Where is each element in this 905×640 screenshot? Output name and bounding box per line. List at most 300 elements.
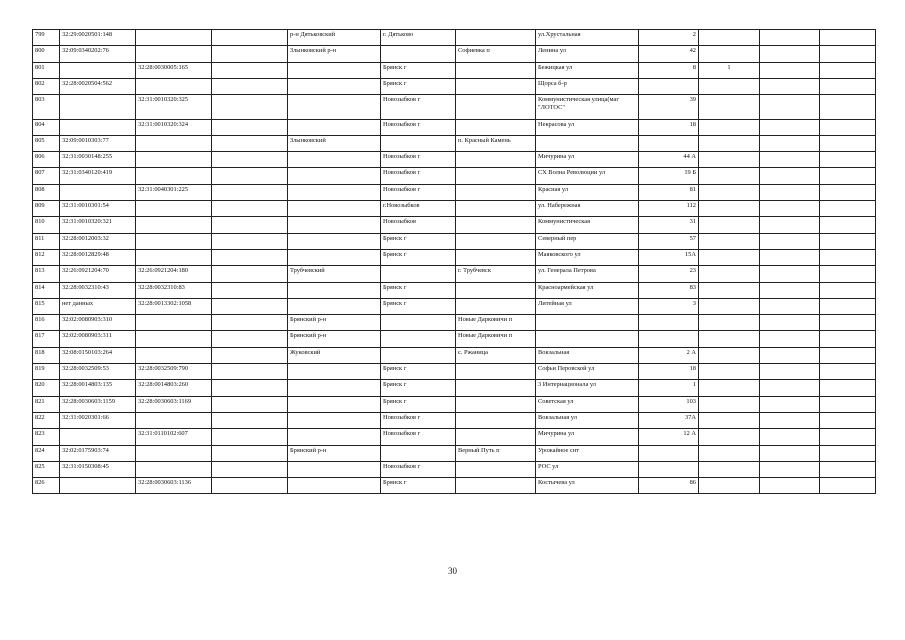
region-cell <box>212 364 288 380</box>
table-row <box>33 95 876 119</box>
district-cell: Злынковский <box>288 135 381 151</box>
extra-cell <box>760 201 820 217</box>
building-number-cell <box>699 119 760 135</box>
street-cell <box>536 135 639 151</box>
district-cell <box>288 95 381 119</box>
cadastral-number-cell: 32:09:0340202:76 <box>60 46 136 62</box>
extra-cell <box>760 298 820 314</box>
building-cadastral-cell <box>136 135 212 151</box>
extra-cell <box>820 461 876 477</box>
settlement-cell: Новые Дарковичи п <box>456 315 536 331</box>
building-number-cell <box>699 412 760 428</box>
district-cell: Брянский р-н <box>288 445 381 461</box>
city-cell: г. Дятьково <box>381 30 456 46</box>
cadastral-number-cell: 32:29:0020501:148 <box>60 30 136 46</box>
cadastral-number-cell: 32:28:0014803:135 <box>60 380 136 396</box>
house-number-cell: 81 <box>639 184 699 200</box>
house-number-cell: 37А <box>639 412 699 428</box>
building-number-cell <box>699 201 760 217</box>
city-cell: Брянск г <box>381 78 456 94</box>
region-cell <box>212 168 288 184</box>
region-cell <box>212 380 288 396</box>
extra-cell <box>820 135 876 151</box>
building-number-cell <box>699 396 760 412</box>
region-cell <box>212 412 288 428</box>
table-row <box>33 396 876 412</box>
extra-cell <box>820 62 876 78</box>
row-number-cell: 824 <box>33 445 60 461</box>
settlement-cell <box>456 62 536 78</box>
table-row <box>33 412 876 428</box>
building-cadastral-cell <box>136 412 212 428</box>
building-cadastral-cell: 32:31:0010320:325 <box>136 95 212 119</box>
street-cell <box>536 315 639 331</box>
city-cell: Брянск г <box>381 62 456 78</box>
table-row <box>33 62 876 78</box>
building-number-cell <box>699 95 760 119</box>
city-cell <box>381 46 456 62</box>
extra-cell <box>820 233 876 249</box>
region-cell <box>212 152 288 168</box>
building-cadastral-cell <box>136 78 212 94</box>
house-number-cell: 2 <box>639 30 699 46</box>
table-row <box>33 249 876 265</box>
region-cell <box>212 233 288 249</box>
house-number-cell: 18 <box>639 119 699 135</box>
row-number-cell: 800 <box>33 46 60 62</box>
region-cell <box>212 62 288 78</box>
building-number-cell <box>699 364 760 380</box>
row-number-cell: 822 <box>33 412 60 428</box>
street-cell: ул. Генерала Петрова <box>536 266 639 282</box>
city-cell: Новозыбков г <box>381 119 456 135</box>
row-number-cell: 818 <box>33 347 60 363</box>
district-cell: Жуковский <box>288 347 381 363</box>
district-cell <box>288 249 381 265</box>
settlement-cell <box>456 95 536 119</box>
extra-cell <box>760 315 820 331</box>
table-row <box>33 315 876 331</box>
extra-cell <box>820 380 876 396</box>
extra-cell <box>760 62 820 78</box>
row-number-cell: 813 <box>33 266 60 282</box>
extra-cell <box>760 184 820 200</box>
table-row <box>33 119 876 135</box>
settlement-cell <box>456 412 536 428</box>
street-cell: Маяковского ул <box>536 249 639 265</box>
building-cadastral-cell: 32:31:0010320:324 <box>136 119 212 135</box>
table-row <box>33 46 876 62</box>
region-cell <box>212 445 288 461</box>
building-cadastral-cell <box>136 201 212 217</box>
house-number-cell: 86 <box>639 478 699 494</box>
building-cadastral-cell <box>136 152 212 168</box>
extra-cell <box>820 30 876 46</box>
district-cell <box>288 168 381 184</box>
table-row <box>33 429 876 445</box>
city-cell: Брянск г <box>381 282 456 298</box>
settlement-cell <box>456 119 536 135</box>
street-cell: Красноармейская ул <box>536 282 639 298</box>
table-row <box>33 135 876 151</box>
building-number-cell <box>699 347 760 363</box>
city-cell <box>381 347 456 363</box>
row-number-cell: 808 <box>33 184 60 200</box>
cadastral-number-cell <box>60 95 136 119</box>
extra-cell <box>760 152 820 168</box>
extra-cell <box>820 184 876 200</box>
cadastral-number-cell: 32:28:0030603:1159 <box>60 396 136 412</box>
city-cell <box>381 331 456 347</box>
extra-cell <box>760 282 820 298</box>
street-cell: Мичурина ул <box>536 429 639 445</box>
row-number-cell: 812 <box>33 249 60 265</box>
cadastral-number-cell <box>60 119 136 135</box>
house-number-cell: 23 <box>639 266 699 282</box>
district-cell: Брянский р-н <box>288 331 381 347</box>
settlement-cell <box>456 233 536 249</box>
table-row <box>33 152 876 168</box>
settlement-cell <box>456 461 536 477</box>
building-cadastral-cell <box>136 445 212 461</box>
city-cell: Новозыбков г <box>381 152 456 168</box>
building-cadastral-cell: 32:28:0032310:83 <box>136 282 212 298</box>
row-number-cell: 817 <box>33 331 60 347</box>
extra-cell <box>760 347 820 363</box>
settlement-cell: Новые Дарковичи п <box>456 331 536 347</box>
row-number-cell: 807 <box>33 168 60 184</box>
region-cell <box>212 282 288 298</box>
settlement-cell <box>456 152 536 168</box>
row-number-cell: 820 <box>33 380 60 396</box>
city-cell: Новозыбков г <box>381 461 456 477</box>
region-cell <box>212 78 288 94</box>
building-number-cell <box>699 445 760 461</box>
district-cell: р-н Дятьковский <box>288 30 381 46</box>
cadastral-number-cell: 32:31:0030148:255 <box>60 152 136 168</box>
building-cadastral-cell <box>136 168 212 184</box>
extra-cell <box>760 119 820 135</box>
street-cell: Мичурина ул <box>536 152 639 168</box>
settlement-cell <box>456 249 536 265</box>
region-cell <box>212 298 288 314</box>
street-cell: Северный пер <box>536 233 639 249</box>
district-cell <box>288 478 381 494</box>
cadastral-number-cell <box>60 62 136 78</box>
extra-cell <box>820 298 876 314</box>
city-cell <box>381 315 456 331</box>
building-cadastral-cell <box>136 347 212 363</box>
building-cadastral-cell <box>136 315 212 331</box>
city-cell: Брянск г <box>381 364 456 380</box>
table-row <box>33 217 876 233</box>
cadastral-number-cell <box>60 184 136 200</box>
extra-cell <box>760 78 820 94</box>
row-number-cell: 816 <box>33 315 60 331</box>
extra-cell <box>760 445 820 461</box>
building-number-cell <box>699 298 760 314</box>
house-number-cell <box>639 445 699 461</box>
building-cadastral-cell: 32:31:0040301:225 <box>136 184 212 200</box>
city-cell: Новозыбков г <box>381 412 456 428</box>
settlement-cell <box>456 168 536 184</box>
settlement-cell: Софиевка п <box>456 46 536 62</box>
region-cell <box>212 461 288 477</box>
row-number-cell: 801 <box>33 62 60 78</box>
row-number-cell: 826 <box>33 478 60 494</box>
region-cell <box>212 249 288 265</box>
street-cell: Бежицкая ул <box>536 62 639 78</box>
extra-cell <box>820 429 876 445</box>
building-number-cell <box>699 266 760 282</box>
extra-cell <box>820 266 876 282</box>
street-cell: Вокзальная <box>536 347 639 363</box>
building-number-cell <box>699 30 760 46</box>
building-cadastral-cell <box>136 331 212 347</box>
building-number-cell <box>699 233 760 249</box>
street-cell: Советская ул <box>536 396 639 412</box>
table-row <box>33 364 876 380</box>
district-cell: Трубчевский <box>288 266 381 282</box>
city-cell: Новозыбков г <box>381 95 456 119</box>
district-cell <box>288 461 381 477</box>
row-number-cell: 815 <box>33 298 60 314</box>
city-cell: Брянск г <box>381 478 456 494</box>
building-number-cell <box>699 217 760 233</box>
region-cell <box>212 201 288 217</box>
region-cell <box>212 396 288 412</box>
cadastral-number-cell: 32:28:0012829:48 <box>60 249 136 265</box>
row-number-cell: 805 <box>33 135 60 151</box>
extra-cell <box>820 364 876 380</box>
table-row <box>33 298 876 314</box>
extra-cell <box>760 217 820 233</box>
district-cell <box>288 217 381 233</box>
district-cell <box>288 78 381 94</box>
extra-cell <box>820 201 876 217</box>
table-row <box>33 78 876 94</box>
extra-cell <box>760 364 820 380</box>
table-row <box>33 266 876 282</box>
cadastral-number-cell: 32:31:0150308:45 <box>60 461 136 477</box>
cadastral-number-cell: 32:28:0032310:43 <box>60 282 136 298</box>
building-cadastral-cell <box>136 249 212 265</box>
city-cell: Новозыбков <box>381 217 456 233</box>
building-number-cell <box>699 168 760 184</box>
city-cell: Брянск г <box>381 298 456 314</box>
building-cadastral-cell <box>136 233 212 249</box>
row-number-cell: 803 <box>33 95 60 119</box>
city-cell: Брянск г <box>381 233 456 249</box>
extra-cell <box>760 95 820 119</box>
region-cell <box>212 478 288 494</box>
street-cell: Щорса б-р <box>536 78 639 94</box>
settlement-cell <box>456 282 536 298</box>
table-row <box>33 233 876 249</box>
settlement-cell <box>456 478 536 494</box>
house-number-cell: 44 А <box>639 152 699 168</box>
settlement-cell <box>456 30 536 46</box>
building-cadastral-cell: 32:28:0030603:1169 <box>136 396 212 412</box>
district-cell <box>288 364 381 380</box>
city-cell: Брянск г <box>381 396 456 412</box>
building-cadastral-cell: 32:31:0110102:607 <box>136 429 212 445</box>
extra-cell <box>760 266 820 282</box>
extra-cell <box>820 282 876 298</box>
building-cadastral-cell <box>136 46 212 62</box>
street-cell: ул.Хрустальная <box>536 30 639 46</box>
house-number-cell: 83 <box>639 282 699 298</box>
district-cell <box>288 429 381 445</box>
table-row <box>33 478 876 494</box>
building-cadastral-cell: 32:26:0921204:180 <box>136 266 212 282</box>
region-cell <box>212 135 288 151</box>
row-number-cell: 819 <box>33 364 60 380</box>
extra-cell <box>820 478 876 494</box>
district-cell: Злынковский р-н <box>288 46 381 62</box>
table-row <box>33 168 876 184</box>
city-cell <box>381 266 456 282</box>
district-cell <box>288 62 381 78</box>
region-cell <box>212 184 288 200</box>
cadastral-number-cell: 32:31:0340120:419 <box>60 168 136 184</box>
row-number-cell: 811 <box>33 233 60 249</box>
extra-cell <box>760 461 820 477</box>
extra-cell <box>820 78 876 94</box>
street-cell: 3 Интернационала ул <box>536 380 639 396</box>
table-row <box>33 184 876 200</box>
extra-cell <box>760 46 820 62</box>
city-cell: Новозыбков г <box>381 168 456 184</box>
building-cadastral-cell: 32:28:0032509:790 <box>136 364 212 380</box>
cadastral-number-cell: 32:31:0010301:54 <box>60 201 136 217</box>
building-number-cell <box>699 184 760 200</box>
extra-cell <box>760 412 820 428</box>
settlement-cell <box>456 396 536 412</box>
house-number-cell: 42 <box>639 46 699 62</box>
street-cell: Некрасова ул <box>536 119 639 135</box>
cadastral-number-cell <box>60 429 136 445</box>
region-cell <box>212 119 288 135</box>
cadastral-number-cell <box>60 478 136 494</box>
table-row <box>33 461 876 477</box>
settlement-cell <box>456 429 536 445</box>
extra-cell <box>820 396 876 412</box>
settlement-cell <box>456 364 536 380</box>
house-number-cell <box>639 331 699 347</box>
city-cell <box>381 135 456 151</box>
extra-cell <box>760 380 820 396</box>
street-cell: Коммунистическая улица(маг "ЛОТОС" <box>536 95 639 119</box>
street-cell: Вокзальная ул <box>536 412 639 428</box>
settlement-cell: с. Ржаница <box>456 347 536 363</box>
extra-cell <box>760 331 820 347</box>
cadastral-number-cell: 32:28:0020504:562 <box>60 78 136 94</box>
settlement-cell <box>456 217 536 233</box>
row-number-cell: 823 <box>33 429 60 445</box>
table-row <box>33 380 876 396</box>
settlement-cell: п. Красный Камень <box>456 135 536 151</box>
district-cell <box>288 396 381 412</box>
extra-cell <box>820 95 876 119</box>
cadastral-number-cell: 32:31:0020301:66 <box>60 412 136 428</box>
extra-cell <box>820 331 876 347</box>
street-cell: СХ Волна Революции ул <box>536 168 639 184</box>
region-cell <box>212 95 288 119</box>
building-number-cell <box>699 249 760 265</box>
extra-cell <box>820 445 876 461</box>
row-number-cell: 821 <box>33 396 60 412</box>
district-cell <box>288 282 381 298</box>
city-cell: г.Новозыбков <box>381 201 456 217</box>
region-cell <box>212 315 288 331</box>
settlement-cell: Верный Путь п <box>456 445 536 461</box>
extra-cell <box>820 46 876 62</box>
street-cell: Софьи Перовской ул <box>536 364 639 380</box>
city-cell: Новозыбков г <box>381 184 456 200</box>
cadastral-number-cell: 32:26:0921204:70 <box>60 266 136 282</box>
building-number-cell <box>699 135 760 151</box>
extra-cell <box>760 233 820 249</box>
house-number-cell: 19 Б <box>639 168 699 184</box>
table-row <box>33 331 876 347</box>
building-number-cell: 1 <box>699 62 760 78</box>
region-cell <box>212 331 288 347</box>
extra-cell <box>760 135 820 151</box>
table-row <box>33 282 876 298</box>
cadastral-number-cell: 32:09:0010303:77 <box>60 135 136 151</box>
street-cell: Ленина ул <box>536 46 639 62</box>
house-number-cell: 57 <box>639 233 699 249</box>
extra-cell <box>820 249 876 265</box>
settlement-cell <box>456 78 536 94</box>
extra-cell <box>760 249 820 265</box>
building-number-cell <box>699 78 760 94</box>
region-cell <box>212 217 288 233</box>
building-cadastral-cell <box>136 217 212 233</box>
row-number-cell: 810 <box>33 217 60 233</box>
building-cadastral-cell: 32:28:0014803:260 <box>136 380 212 396</box>
cadastral-number-cell: 32:02:0080903:310 <box>60 315 136 331</box>
extra-cell <box>820 412 876 428</box>
house-number-cell: 103 <box>639 396 699 412</box>
street-cell: Литейная ул <box>536 298 639 314</box>
row-number-cell: 804 <box>33 119 60 135</box>
house-number-cell: 39 <box>639 95 699 119</box>
building-number-cell <box>699 282 760 298</box>
table-row <box>33 347 876 363</box>
house-number-cell: 2 А <box>639 347 699 363</box>
extra-cell <box>820 152 876 168</box>
page-number: 30 <box>448 566 457 576</box>
settlement-cell: г. Трубчевск <box>456 266 536 282</box>
extra-cell <box>760 478 820 494</box>
street-cell: Коммунистическая <box>536 217 639 233</box>
building-number-cell <box>699 331 760 347</box>
building-number-cell <box>699 315 760 331</box>
street-cell: Красная ул <box>536 184 639 200</box>
city-cell <box>381 445 456 461</box>
district-cell <box>288 412 381 428</box>
building-cadastral-cell: 32:28:0030603:1136 <box>136 478 212 494</box>
house-number-cell: 3 <box>639 298 699 314</box>
extra-cell <box>760 30 820 46</box>
cadastral-number-cell: 32:28:0012003:32 <box>60 233 136 249</box>
settlement-cell <box>456 184 536 200</box>
row-number-cell: 825 <box>33 461 60 477</box>
house-number-cell: 18 <box>639 364 699 380</box>
district-cell <box>288 201 381 217</box>
